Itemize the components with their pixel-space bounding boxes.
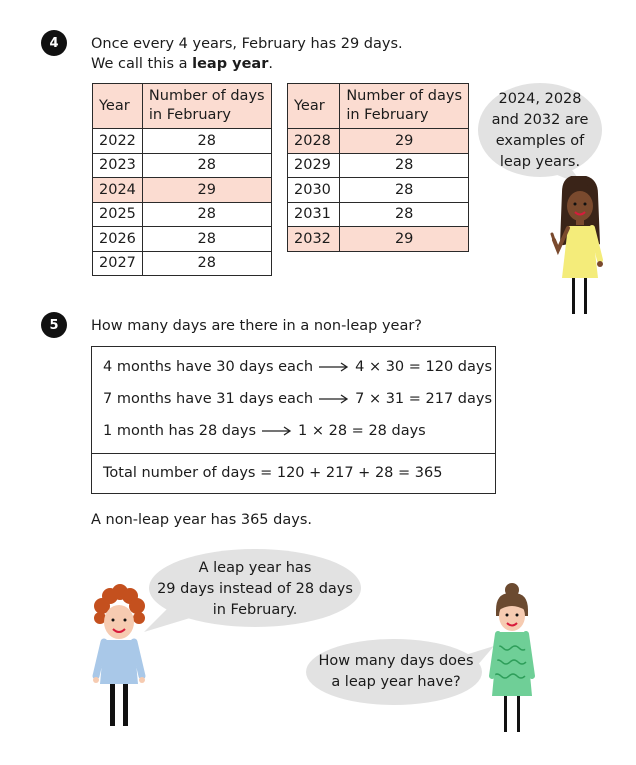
table2-header-year: Year — [288, 84, 340, 129]
table1-header-year: Year — [93, 84, 143, 129]
question-4-badge: 4 — [41, 30, 67, 56]
year-cell: 2032 — [288, 227, 340, 252]
table1-header-days: Number of days in February — [142, 84, 271, 129]
year-cell: 2030 — [288, 178, 340, 203]
calc-row-31-days: 7 months have 31 days each 7 × 31 = 217 days — [103, 391, 493, 407]
arrow-right-icon — [319, 362, 349, 372]
calc-total: Total number of days = 120 + 217 + 28 = 365 — [103, 465, 443, 481]
year-cell: 2025 — [93, 202, 143, 227]
girl2-speech-text: How many days does a leap year have? — [318, 653, 474, 690]
year-cell: 2029 — [288, 153, 340, 178]
year-cell: 2026 — [93, 227, 143, 252]
days-cell: 28 — [340, 178, 469, 203]
year-cell: 2022 — [93, 129, 143, 154]
year-cell: 2027 — [93, 251, 143, 276]
days-cell: 28 — [142, 153, 271, 178]
table-row — [288, 153, 469, 178]
days-cell: 28 — [142, 251, 271, 276]
calc-row-30-days: 4 months have 30 days each 4 × 30 = 120 days — [103, 359, 493, 375]
table-row — [288, 227, 469, 252]
days-cell: 28 — [340, 153, 469, 178]
q4-line1: Once every 4 years, February has 29 days. — [91, 36, 403, 52]
arrow-right-icon — [319, 394, 349, 404]
table-row — [93, 153, 272, 178]
leap-year-term: leap year — [192, 56, 269, 72]
days-cell: 28 — [142, 227, 271, 252]
q5-question: How many days are there in a non-leap year? — [91, 318, 422, 334]
boy-speech-text: A leap year has 29 days instead of 28 days in February. — [157, 559, 353, 618]
table-row — [288, 202, 469, 227]
days-cell: 28 — [142, 202, 271, 227]
question-5-badge: 5 — [41, 312, 67, 338]
leap-year-table-2 — [287, 83, 469, 252]
girl-with-bun-illustration — [484, 582, 540, 738]
year-cell: 2024 — [93, 178, 143, 203]
days-cell: 28 — [142, 129, 271, 154]
leap-year-table-1 — [92, 83, 272, 276]
arrow-right-icon — [262, 426, 292, 436]
table-row — [93, 129, 272, 154]
calc-row-28-days: 1 month has 28 days 1 × 28 = 28 days — [103, 423, 426, 439]
table-row — [93, 227, 272, 252]
table-row — [93, 202, 272, 227]
q4-line2 — [91, 54, 273, 74]
girl-character-illustration — [548, 176, 610, 320]
days-cell: 29 — [142, 178, 271, 203]
q4-line2-suffix: . — [268, 56, 273, 72]
year-cell: 2031 — [288, 202, 340, 227]
table-row — [93, 251, 272, 276]
calculation-box — [91, 346, 496, 494]
days-cell: 29 — [340, 129, 469, 154]
table-row — [288, 129, 469, 154]
girl1-speech-text: 2024, 2028 and 2032 are examples of leap years. — [491, 91, 589, 170]
year-cell: 2023 — [93, 153, 143, 178]
table2-header-days: Number of days in February — [340, 84, 469, 129]
q5-answer: A non-leap year has 365 days. — [91, 512, 312, 528]
calc-divider — [92, 453, 495, 454]
days-cell: 28 — [340, 202, 469, 227]
days-cell: 29 — [340, 227, 469, 252]
q4-line2-prefix: We call this a — [91, 56, 193, 72]
table-row — [288, 178, 469, 203]
table-row — [93, 178, 272, 203]
boy-character-illustration — [88, 584, 150, 734]
year-cell: 2028 — [288, 129, 340, 154]
